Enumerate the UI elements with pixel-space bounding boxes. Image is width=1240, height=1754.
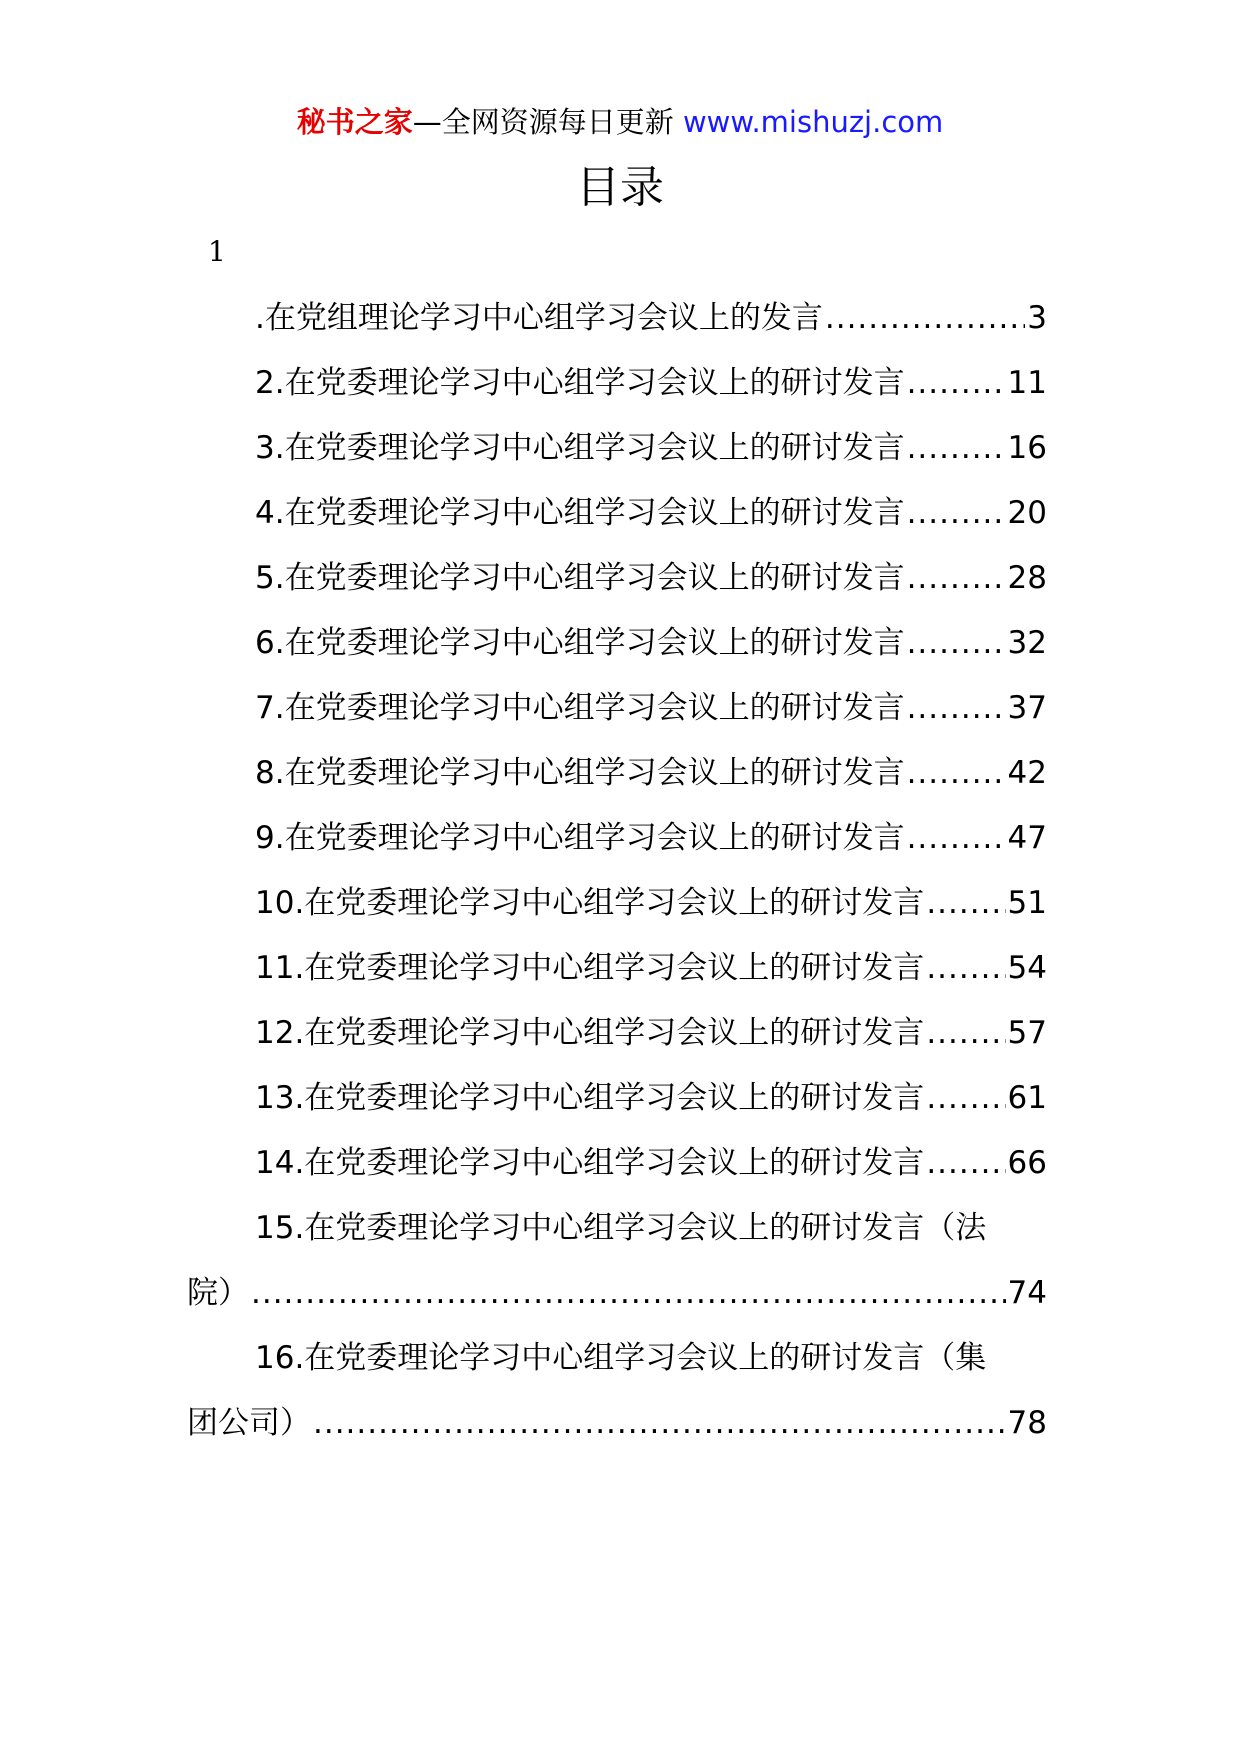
toc-entry-page: 47 <box>1007 820 1047 856</box>
toc-entry-label: 6.在党委理论学习中心组学习会议上的研讨发言 <box>255 625 905 661</box>
toc-entry-14[interactable] <box>187 1137 1047 1202</box>
toc-entry-page: 61 <box>1007 1080 1047 1116</box>
toc-entry-page: 74 <box>1007 1275 1047 1311</box>
toc-entry-13[interactable] <box>187 1072 1047 1137</box>
toc-entry-12[interactable] <box>187 1007 1047 1072</box>
toc-entry-label: 7.在党委理论学习中心组学习会议上的研讨发言 <box>255 690 905 726</box>
leader-dots <box>907 747 1006 799</box>
toc-entry-label: 12.在党委理论学习中心组学习会议上的研讨发言 <box>255 1015 925 1051</box>
toc-entry-label: 10.在党委理论学习中心组学习会议上的研讨发言 <box>255 885 925 921</box>
toc-entry-page: 42 <box>1007 755 1047 791</box>
toc-entry-page: 66 <box>1007 1145 1047 1181</box>
toc-entry-1[interactable] <box>187 292 1047 357</box>
toc-entry-label: 5.在党委理论学习中心组学习会议上的研讨发言 <box>255 560 905 596</box>
toc-entry-label: 3.在党委理论学习中心组学习会议上的研讨发言 <box>255 430 905 466</box>
leader-dots <box>907 812 1006 864</box>
toc-entry-6[interactable] <box>187 617 1047 682</box>
toc-entry-page: 57 <box>1007 1015 1047 1051</box>
toc-entry-page: 11 <box>1007 365 1047 401</box>
leader-dots <box>907 357 1006 409</box>
toc-entry-11[interactable] <box>187 942 1047 1007</box>
leader-dots <box>926 877 1005 929</box>
leader-dots <box>926 942 1005 994</box>
toc-entry-page: 20 <box>1007 495 1047 531</box>
site-banner <box>0 102 1240 142</box>
leader-dots <box>907 682 1006 734</box>
leader-dots <box>907 487 1006 539</box>
toc-entry-page: 16 <box>1007 430 1047 466</box>
leader-dots <box>907 552 1006 604</box>
toc-entry-7[interactable] <box>187 682 1047 747</box>
site-url[interactable]: www.mishuzj.com <box>682 105 944 139</box>
toc-entry-4[interactable] <box>187 487 1047 552</box>
leader-dots <box>926 1007 1005 1059</box>
toc-entry-page: 3 <box>1027 300 1047 336</box>
toc-entry-10[interactable] <box>187 877 1047 942</box>
toc-entry-label: .在党组理论学习中心组学习会议上的发言 <box>255 300 823 336</box>
toc-entry-label: 16.在党委理论学习中心组学习会议上的研讨发言（集 <box>255 1340 987 1376</box>
page-title: 目录 <box>576 162 664 213</box>
leader-dots <box>313 1397 1006 1449</box>
leader-dots <box>907 422 1006 474</box>
toc-entry-2[interactable] <box>187 357 1047 422</box>
toc-entry-continuation <box>187 1397 1047 1462</box>
page-marker: 1 <box>208 235 226 268</box>
toc-entry-16[interactable] <box>187 1332 1047 1462</box>
toc-entry-label: 14.在党委理论学习中心组学习会议上的研讨发言 <box>255 1145 925 1181</box>
toc-entry-label: 4.在党委理论学习中心组学习会议上的研讨发言 <box>255 495 905 531</box>
toc-entry-label: 9.在党委理论学习中心组学习会议上的研讨发言 <box>255 820 905 856</box>
toc-entry-page: 51 <box>1007 885 1047 921</box>
toc-entry-5[interactable] <box>187 552 1047 617</box>
toc-entry-page: 32 <box>1007 625 1047 661</box>
toc-entry-label: 2.在党委理论学习中心组学习会议上的研讨发言 <box>255 365 905 401</box>
toc-entry-page: 28 <box>1007 560 1047 596</box>
toc-entry-8[interactable] <box>187 747 1047 812</box>
toc-entry-label: 11.在党委理论学习中心组学习会议上的研讨发言 <box>255 950 925 986</box>
toc-entry-label: 8.在党委理论学习中心组学习会议上的研讨发言 <box>255 755 905 791</box>
table-of-contents <box>187 292 1047 1462</box>
brand-name: 秘书之家 <box>296 105 413 139</box>
leader-dots <box>926 1072 1005 1124</box>
leader-dots <box>251 1267 1006 1319</box>
toc-entry-3[interactable] <box>187 422 1047 487</box>
leader-dots <box>926 1137 1005 1189</box>
leader-dots <box>825 292 1025 344</box>
slogan: —全网资源每日更新 <box>412 105 674 139</box>
toc-entry-page: 37 <box>1007 690 1047 726</box>
toc-entry-page: 78 <box>1007 1405 1047 1441</box>
toc-entry-label: 13.在党委理论学习中心组学习会议上的研讨发言 <box>255 1080 925 1116</box>
toc-entry-9[interactable] <box>187 812 1047 877</box>
toc-entry-continuation <box>187 1267 1047 1332</box>
toc-entry-label-cont: 团公司） <box>187 1405 311 1441</box>
toc-entry-label: 15.在党委理论学习中心组学习会议上的研讨发言（法 <box>255 1210 987 1246</box>
leader-dots <box>907 617 1006 669</box>
toc-entry-label-cont: 院） <box>187 1275 249 1311</box>
toc-entry-page: 54 <box>1007 950 1047 986</box>
toc-entry-15[interactable] <box>187 1202 1047 1332</box>
